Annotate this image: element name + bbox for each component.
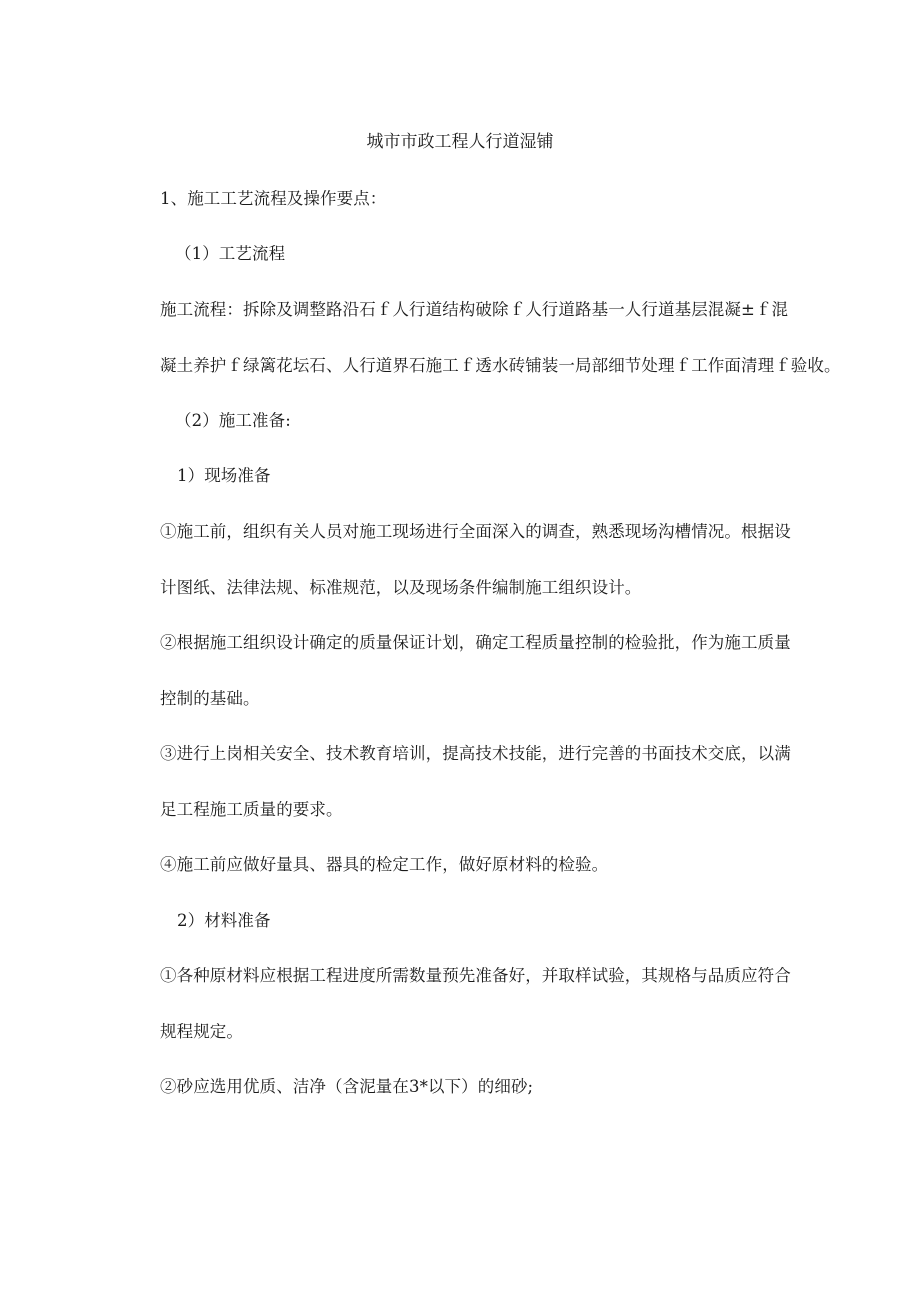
subsection-heading: 2）材料准备 [177,911,271,930]
paragraph-line: ②砂应选用优质、洁净（含泥量在3*以下）的细砂; [160,1077,534,1096]
paragraph-line: ④施工前应做好量具、器具的检定工作，做好原材料的检验。 [160,855,609,874]
paragraph-line: 规程规定。 [160,1022,243,1041]
paragraph-line: ③进行上岗相关安全、技术教育培训，提高技术技能，进行完善的书面技术交底，以满 [160,744,791,763]
section-heading: 1、施工工艺流程及操作要点： [160,189,387,208]
subsection-heading: 1）现场准备 [177,466,271,485]
paragraph-line: ①各种原材料应根据工程进度所需数量预先准备好，并取样试验，其规格与品质应符合 [160,966,791,985]
paragraph-line: 凝土养护ｆ绿篱花坛石、人行道界石施工ｆ透水砖铺装一局部细节处理ｆ工作面清理ｆ验收。 [160,356,841,375]
paragraph-line: 计图纸、法律法规、标准规范，以及现场条件编制施工组织设计。 [160,578,642,597]
paragraph-line: 控制的基础。 [160,689,260,708]
paragraph-line: ②根据施工组织设计确定的质量保证计划，确定工程质量控制的检验批，作为施工质量 [160,633,791,652]
subsection-heading: （1）工艺流程 [175,244,286,263]
paragraph-line: 足工程施工质量的要求。 [160,800,343,819]
document-title: 城市市政工程人行道湿铺 [366,132,554,152]
paragraph-line: 施工流程：拆除及调整路沿石ｆ人行道结构破除ｆ人行道路基一人行道基层混凝±ｆ混 [160,300,789,319]
paragraph-line: ①施工前，组织有关人员对施工现场进行全面深入的调查，熟悉现场沟槽情况。根据设 [160,522,791,541]
subsection-heading: （2）施工准备: [175,411,291,430]
